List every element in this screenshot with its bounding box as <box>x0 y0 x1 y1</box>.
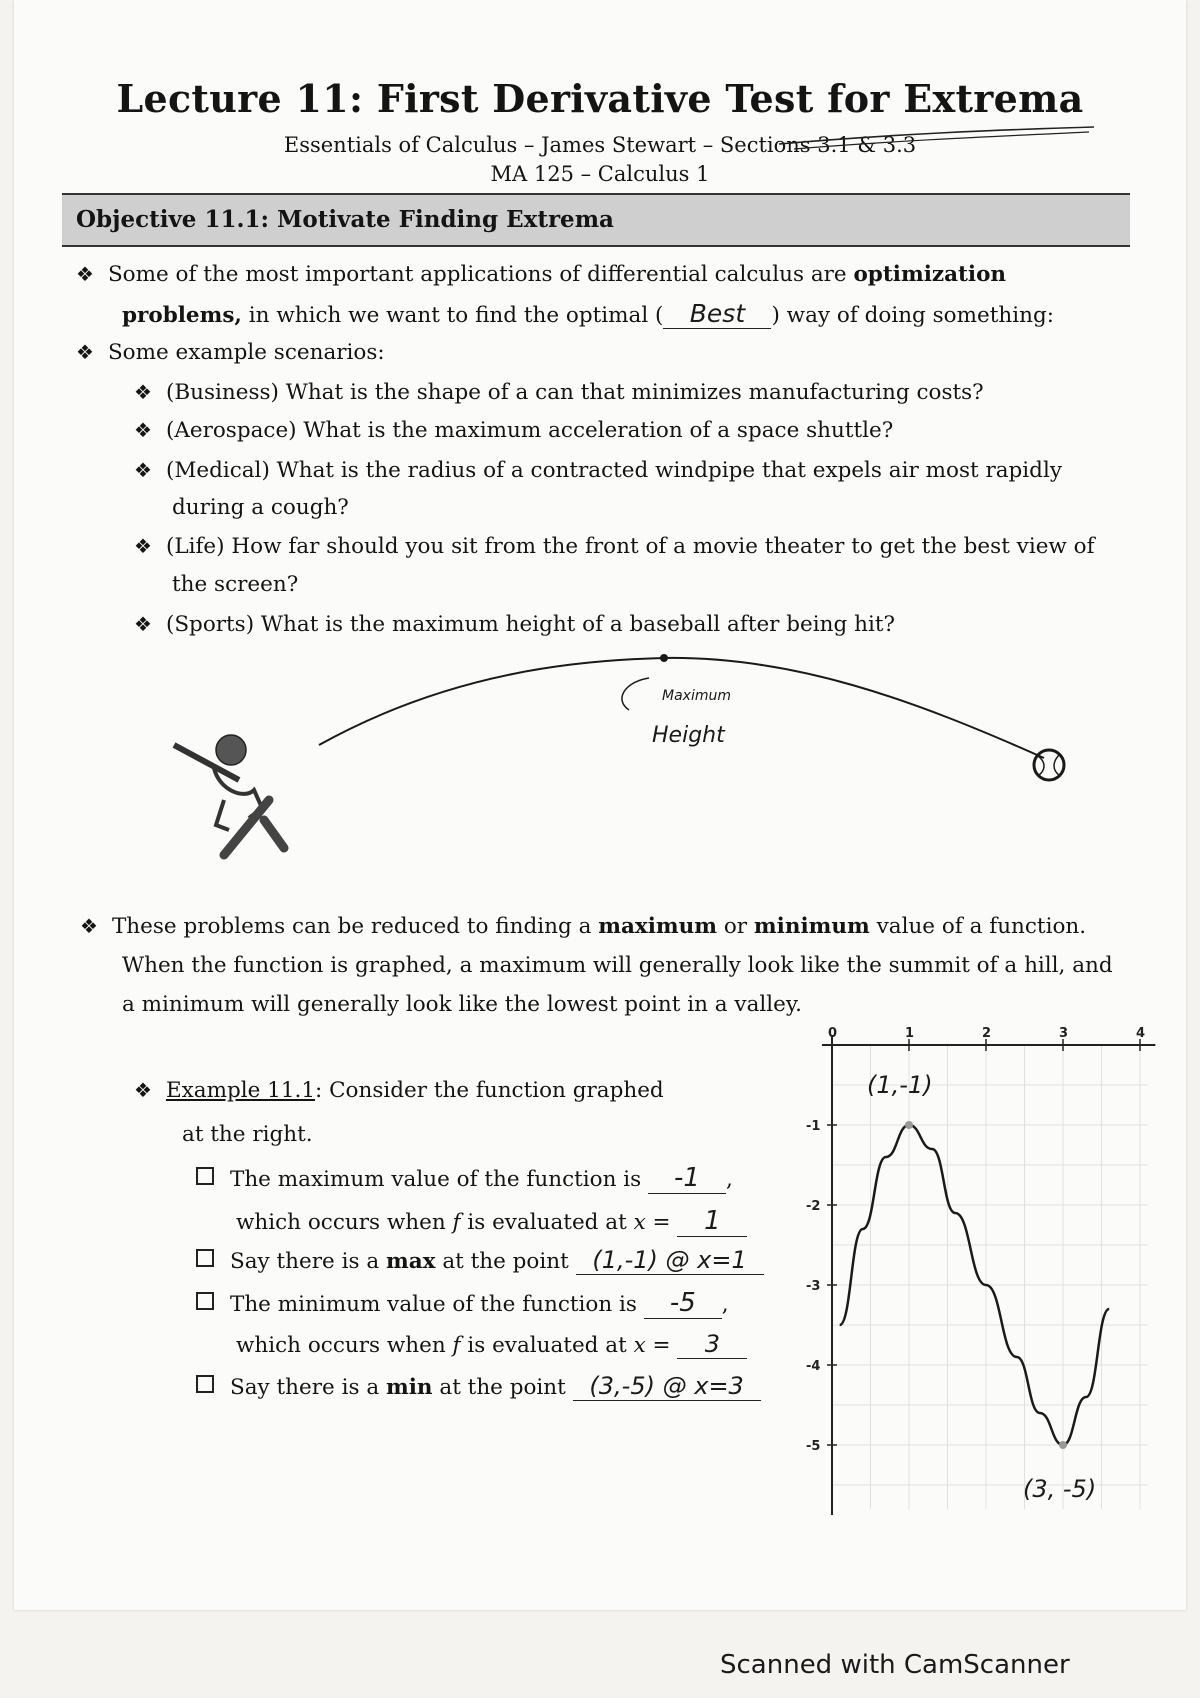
question-max-x: which occurs when f is evaluated at x = 1 <box>236 1206 747 1237</box>
scenario-life: ❖ (Life) How far should you sit from the front of a movie theater to get the best view of <box>134 534 1095 559</box>
question-min-point: Say there is a min at the point (3,-5) @ x=3 <box>196 1372 761 1401</box>
scenario-business: ❖ (Business) What is the shape of a can that minimizes manufacturing costs? <box>134 380 984 405</box>
scenario-medical: ❖ (Medical) What is the radius of a contracted windpipe that expels air most rapidly <box>134 458 1062 483</box>
question-min-x: which occurs when f is evaluated at x = 3 <box>236 1330 747 1359</box>
answer-min-value: -5 <box>644 1288 722 1319</box>
diamond-bullet-icon: ❖ <box>134 1078 152 1102</box>
diamond-bullet-icon: ❖ <box>134 612 152 636</box>
extremum-point <box>905 1121 913 1129</box>
scenarios-heading: ❖ Some example scenarios: <box>76 340 385 365</box>
y-tick-label: -2 <box>806 1199 821 1214</box>
course-name: MA 125 – Calculus 1 <box>490 162 710 186</box>
scenario-sports: ❖ (Sports) What is the maximum height of a baseball after being hit? <box>134 612 895 637</box>
intro-line-2: problems, in which we want to find the optimal ( Best ) way of doing something: <box>122 299 1054 328</box>
x-tick-label: 4 <box>1136 1026 1146 1041</box>
pointer-arrow-icon <box>622 678 649 710</box>
answer-min-point: (3,-5) @ x=3 <box>573 1372 761 1401</box>
diamond-bullet-icon: ❖ <box>134 534 152 558</box>
diamond-bullet-icon: ❖ <box>134 418 152 442</box>
reduction-line-3: a minimum will generally look like the lowest point in a valley. <box>122 992 802 1017</box>
document-page <box>14 0 1186 1610</box>
diamond-bullet-icon: ❖ <box>76 262 94 286</box>
question-max-point: Say there is a max at the point (1,-1) @ x=1 <box>196 1246 764 1275</box>
diamond-bullet-icon: ❖ <box>134 380 152 404</box>
extremum-annotation: (1,-1) <box>867 1071 933 1099</box>
y-tick-label: -1 <box>806 1119 821 1134</box>
objective-banner: Objective 11.1: Motivate Finding Extrema <box>62 193 1130 247</box>
extremum-point <box>1059 1441 1067 1449</box>
page-title: Lecture 11: First Derivative Test for Extrema <box>116 76 1084 121</box>
question-max-value: The maximum value of the function is -1 , <box>196 1163 733 1194</box>
checkbox-icon[interactable] <box>196 1167 214 1185</box>
reduction-line-1: ❖ These problems can be reduced to finding a maximum or minimum value of a function. <box>80 914 1087 939</box>
question-min-value: The minimum value of the function is -5 , <box>196 1288 729 1319</box>
batter-icon <box>174 735 284 855</box>
page-subtitle: Essentials of Calculus – James Stewart – Sections 3.1 & 3.3 <box>283 133 917 157</box>
answer-max-value: -1 <box>648 1163 726 1194</box>
diamond-bullet-icon: ❖ <box>80 914 98 938</box>
y-tick-label: -4 <box>806 1359 821 1374</box>
checkbox-icon[interactable] <box>196 1375 214 1393</box>
diamond-bullet-icon: ❖ <box>76 340 94 364</box>
example-heading: ❖ Example 11.1: Consider the function graphed <box>134 1078 664 1103</box>
scenario-aerospace: ❖ (Aerospace) What is the maximum acceleration of a space shuttle? <box>134 418 894 443</box>
x-tick-label: 0 <box>828 1026 838 1041</box>
scenario-medical-cont: during a cough? <box>172 495 349 520</box>
intro-line-1: ❖ Some of the most important applications of differential calculus are optimization <box>76 262 1007 287</box>
function-graph <box>804 1015 1184 1515</box>
answer-max-point: (1,-1) @ x=1 <box>576 1246 764 1275</box>
maximum-label: Maximum <box>662 688 731 704</box>
x-tick-label: 2 <box>982 1026 992 1041</box>
answer-min-x: 3 <box>677 1330 747 1359</box>
scanner-watermark: Scanned with CamScanner <box>720 1650 1070 1680</box>
answer-max-x: 1 <box>677 1206 747 1237</box>
reduction-line-2: When the function is graphed, a maximum will generally look like the summit of a hill, and <box>122 953 1113 978</box>
diamond-bullet-icon: ❖ <box>134 458 152 482</box>
apex-point <box>660 654 668 662</box>
title-underline-scribble <box>774 122 1104 152</box>
example-text-cont: at the right. <box>182 1122 313 1147</box>
scenario-life-cont: the screen? <box>172 572 299 597</box>
y-tick-label: -5 <box>806 1439 821 1454</box>
answer-best: Best <box>663 299 771 329</box>
y-tick-label: -3 <box>806 1279 821 1294</box>
x-tick-label: 1 <box>905 1026 915 1041</box>
checkbox-icon[interactable] <box>196 1292 214 1310</box>
extremum-annotation: (3, -5) <box>1023 1475 1097 1503</box>
baseball-trajectory-sketch <box>154 650 1094 880</box>
checkbox-icon[interactable] <box>196 1249 214 1267</box>
x-tick-label: 3 <box>1059 1026 1069 1041</box>
height-label: Height <box>652 723 725 748</box>
